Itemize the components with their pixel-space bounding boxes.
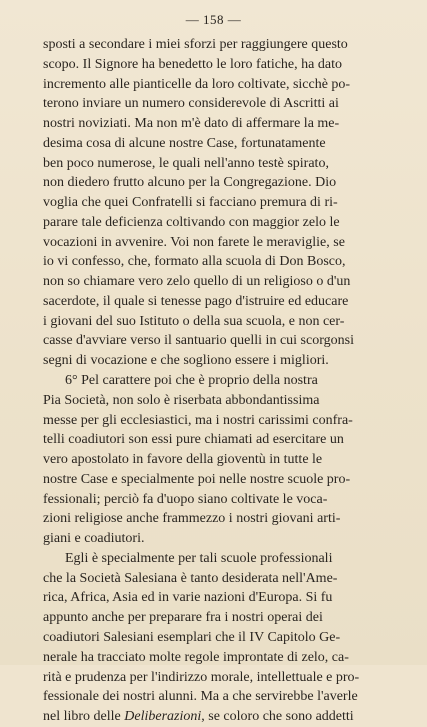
text-line: nostri noviziati. Ma non m'è dato di affermare la me- [43,116,340,132]
last-line-before: nel libro delle [43,709,125,725]
text-line: vocazioni in avvenire. Voi non farete le meraviglie, se [43,234,345,250]
text-line: nerale ha tracciato molte regole improntate di zelo, ca- [43,649,349,665]
text-line: zioni religiose anche frammezzo i nostri giovani arti- [43,511,341,527]
page-number: — 158 — [185,12,242,27]
italic-title: Deliberazioni [124,709,202,725]
text-line: fessionale dei nostri alunni. Ma a che servirebbe l'averle [43,689,358,705]
last-line-after: , se coloro che sono addetti [201,709,354,725]
body-text [43,35,423,727]
text-line: appunto anche per preparare fra i nostri operai dei [43,610,323,626]
text-line: segni di vocazione e che sogliono essere i migliori. [43,353,329,369]
text-line: sacerdote, il quale si tenesse pago d'istruire ed educare [43,293,349,309]
text-line: coadiutori Salesiani esemplari che il IV Capitolo Ge- [43,629,341,645]
text-line: giani e coadiutori. [43,531,145,547]
text-line: io vi confesso, che, formato alla scuola di Don Bosco, [43,254,346,270]
text-line-last [43,707,423,727]
text-line: sposti a secondare i miei sforzi per raggiungere questo [43,37,348,52]
paragraph-start-line: Egli è specialmente per tali scuole professionali [65,550,333,566]
text-line: ben poco numerose, le quali nell'anno testè spirato, [43,155,329,171]
text-line: voglia che quei Confratelli si facciano premura di ri- [43,195,338,211]
text-line: casse d'avviare verso il santuario quelli in cui scorgonsi [43,333,354,349]
text-line: scopo. Il Signore ha benedetto le loro fatiche, ha dato [43,56,342,72]
text-line: incremento alle pianticelle da loro coltivate, sicchè po- [43,76,351,92]
text-line: vero apostolato in favore della gioventù in tutte le [43,452,323,468]
text-line: che la Società Salesiana è tanto desiderata nell'Ame- [43,570,338,586]
text-line: non so chiamare vero zelo quello di un religioso o d'un [43,274,351,290]
text-line: Pia Società, non solo è riserbata abbondantissima [43,392,320,408]
text-line: nostre Case e specialmente poi nelle nostre scuole pro- [43,471,351,487]
text-line: desima cosa di alcune nostre Case, fortunatamente [43,135,326,151]
text-line: non diedero frutto alcuno per la Congregazione. Dio [43,175,337,191]
paragraph-start-line: 6° Pel carattere poi che è proprio della nostra [65,373,318,389]
text-line: rità e prudenza per l'indirizzo morale, intellettuale e pro- [43,669,360,685]
text-line: parare tale deficienza coltivando con maggior zelo le [43,214,340,230]
text-line: messe per gli ecclesiastici, ma i nostri carissimi confra- [43,412,353,428]
text-line: terono inviare un numero considerevole di Ascritti ai [43,96,339,112]
text-line: fessionali; perciò fa d'uopo siano coltivate le voca- [43,491,328,507]
text-line: i giovani del suo Istituto o della sua scuola, e non cer- [43,313,345,329]
text-line: rica, Africa, Asia ed in varie nazioni d'Europa. Si fu [43,590,333,606]
text-line: telli coadiutori son essi pure chiamati ad esercitare un [43,432,344,448]
